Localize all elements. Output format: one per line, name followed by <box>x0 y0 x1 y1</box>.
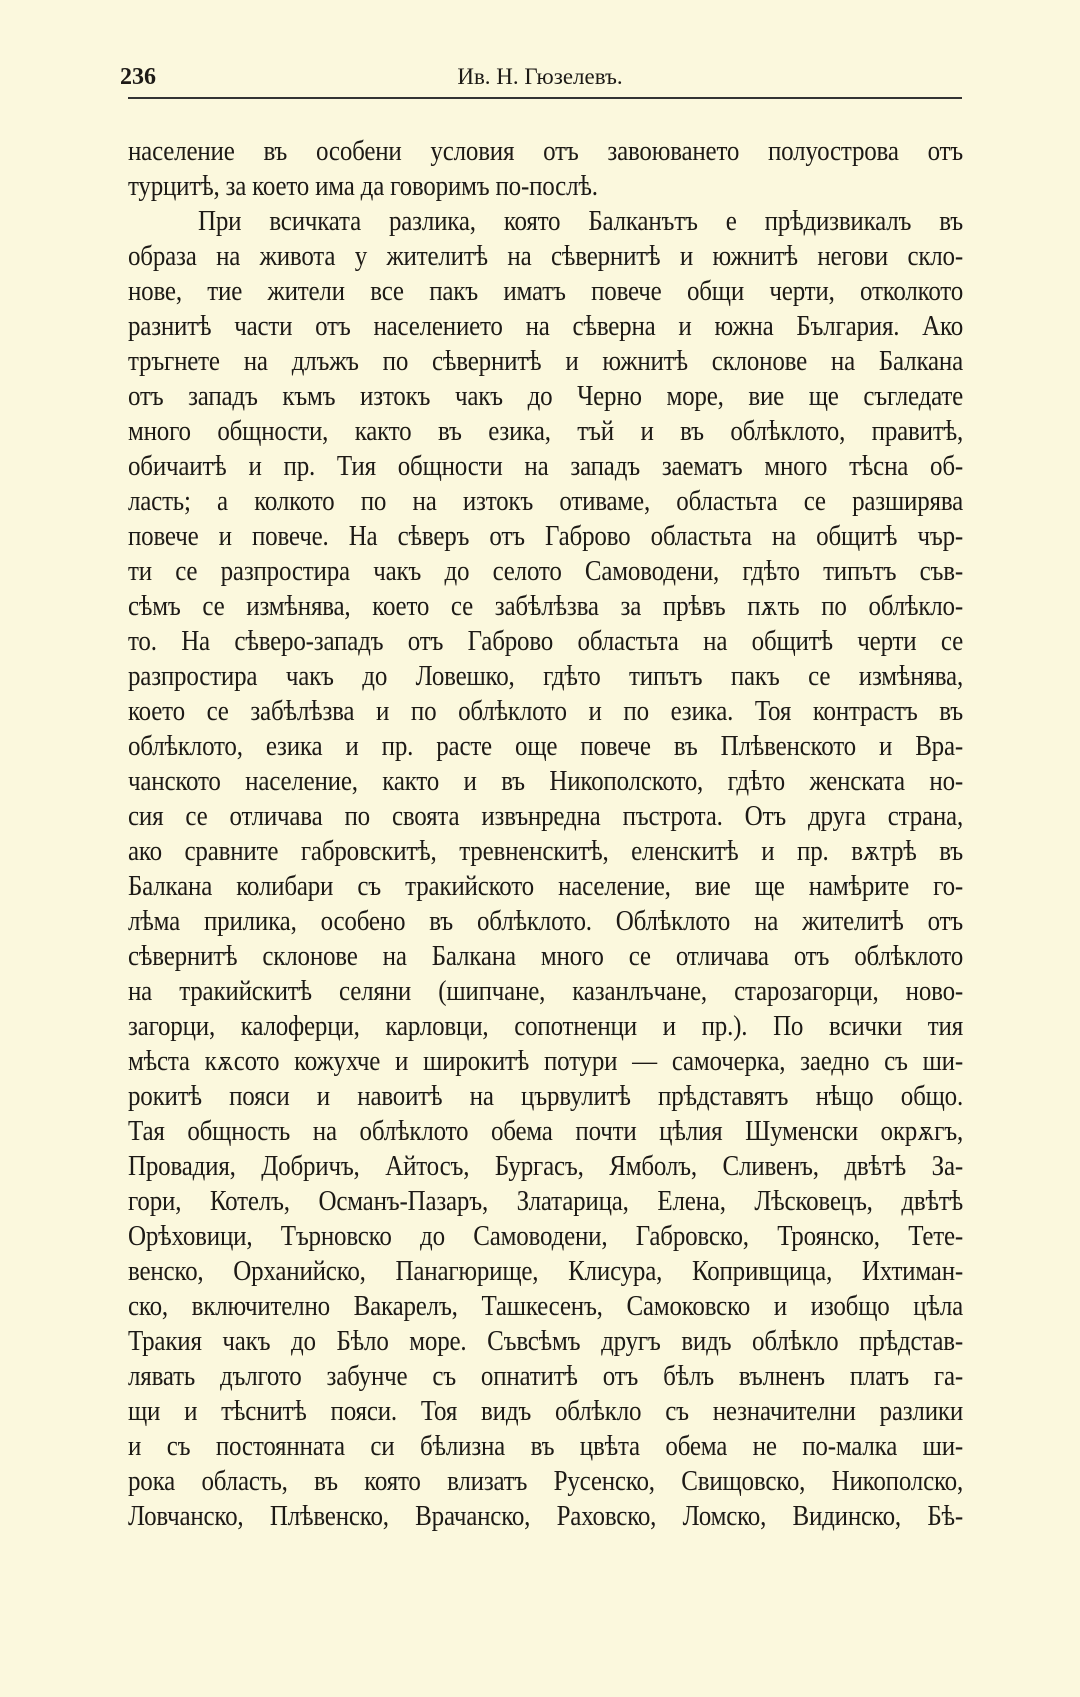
text-line: и съ постоянната си бѣлизна въ цвѣта обема не по-малка ши- <box>128 1431 963 1462</box>
text-line: население въ особени условия отъ завоюването полуострова отъ <box>128 136 963 167</box>
text-line: турцитѣ, за което има да говоримъ по-послѣ. <box>128 171 598 202</box>
text-line: Орѣховици, Търновско до Самоводени, Габровско, Троянско, Тете- <box>128 1221 963 1252</box>
text-line: щи и тѣснитѣ пояси. Тоя видъ облѣкло съ незначителни разлики <box>128 1396 963 1427</box>
text-line: рока область, въ която влизатъ Русенско, Свищовско, Никополско, <box>128 1466 963 1497</box>
text-line: отъ западъ къмъ изтокъ чакъ до Черно море, вие ще съгледате <box>128 381 963 412</box>
text-line: Провадия, Добричъ, Айтосъ, Бургасъ, Ямболъ, Сливенъ, двѣтѣ За- <box>128 1151 963 1182</box>
text-line: тръгнете на длъжъ по сѣвернитѣ и южнитѣ склонове на Балкана <box>128 346 963 377</box>
text-line: образа на живота у жителитѣ на сѣвернитѣ и южнитѣ негови скло- <box>128 241 963 272</box>
text-line: разнитѣ части отъ населението на сѣверна и южна България. Ако <box>128 311 963 342</box>
text-line: много общности, както въ езика, тъй и въ облѣклото, правитѣ, <box>128 416 963 447</box>
text-line: обичаитѣ и пр. Тия общности на западъ заематъ много тѣсна об- <box>128 451 963 482</box>
text-line: венско, Орханийско, Панагюрище, Клисура, Копривщица, Ихтиман- <box>128 1256 963 1287</box>
text-line: на тракийскитѣ селяни (шипчане, казанлъчане, старозагорци, ново- <box>128 976 963 1007</box>
text-line: то. На сѣверо-западъ отъ Габрово областьта на общитѣ черти се <box>128 626 963 657</box>
text-line: Тая общность на облѣклото обема почти цѣлия Шуменски окрѫгъ, <box>128 1116 963 1147</box>
text-line: гори, Котелъ, Османъ-Пазаръ, Златарица, Елена, Лѣсковецъ, двѣтѣ <box>128 1186 963 1217</box>
text-line: чанското население, както и въ Никополското, гдѣто женската но- <box>128 766 963 797</box>
text-line: мѣста кѫсото кожухче и широкитѣ потури — самочерка, заедно съ ши- <box>128 1046 963 1077</box>
text-line: Ловчанско, Плѣвенско, Врачанско, Раховско, Ломско, Видинско, Бѣ- <box>128 1501 963 1532</box>
text-line: повече и повече. На сѣверъ отъ Габрово областьта на общитѣ чър- <box>128 521 963 552</box>
text-line: ско, включително Вакарелъ, Ташкесенъ, Самоковско и изобщо цѣла <box>128 1291 963 1322</box>
text-line: разпростира чакъ до Ловешко, гдѣто типътъ пакъ се измѣнява, <box>128 661 963 692</box>
text-line: лявать дългото забунче съ опнатитѣ отъ бѣлъ вълненъ платъ га- <box>128 1361 963 1392</box>
header-rule <box>128 97 962 99</box>
text-line: ти се разпростира чакъ до селото Самоводени, гдѣто типътъ съв- <box>128 556 963 587</box>
text-line: облѣклото, езика и пр. расте още повече въ Плѣвенското и Вра- <box>128 731 963 762</box>
text-line: Тракия чакъ до Бѣло море. Съвсѣмъ другъ видъ облѣкло прѣдстав- <box>128 1326 963 1357</box>
text-line: лѣма прилика, особено въ облѣклото. Облѣклото на жителитѣ отъ <box>128 906 963 937</box>
text-line: ласть; а колкото по на изтокъ отиваме, областьта се разширява <box>128 486 963 517</box>
text-line: При всичката разлика, която Балканътъ е прѣдизвикалъ въ <box>198 206 963 237</box>
page-number: 236 <box>120 64 156 90</box>
text-line: рокитѣ пояси и навоитѣ на цървулитѣ прѣдставятъ нѣщо общо. <box>128 1081 963 1112</box>
text-line: сѣвернитѣ склонове на Балкана много се отличава отъ облѣклото <box>128 941 963 972</box>
text-line: сѣмъ се измѣнява, което се забѣлѣзва за прѣвъ пѫть по облѣкло- <box>128 591 963 622</box>
body-text <box>128 134 963 1534</box>
text-line: Балкана колибари съ тракийското население, вие ще намѣрите го- <box>128 871 963 902</box>
text-line: нове, тие жители все пакъ иматъ повече общи черти, отколкото <box>128 276 963 307</box>
text-line: загорци, калоферци, карловци, сопотненци и пр.). По всички тия <box>128 1011 963 1042</box>
text-line: сия се отличава по своята извънредна пъстрота. Отъ друга страна, <box>128 801 963 832</box>
running-title: Ив. Н. Гюзелевъ. <box>457 64 623 89</box>
text-line: ако сравните габровскитѣ, тревненскитѣ, еленскитѣ и пр. вѫтрѣ въ <box>128 836 963 867</box>
text-line: което се забѣлѣзва и по облѣклото и по езика. Тоя контрастъ въ <box>128 696 963 727</box>
